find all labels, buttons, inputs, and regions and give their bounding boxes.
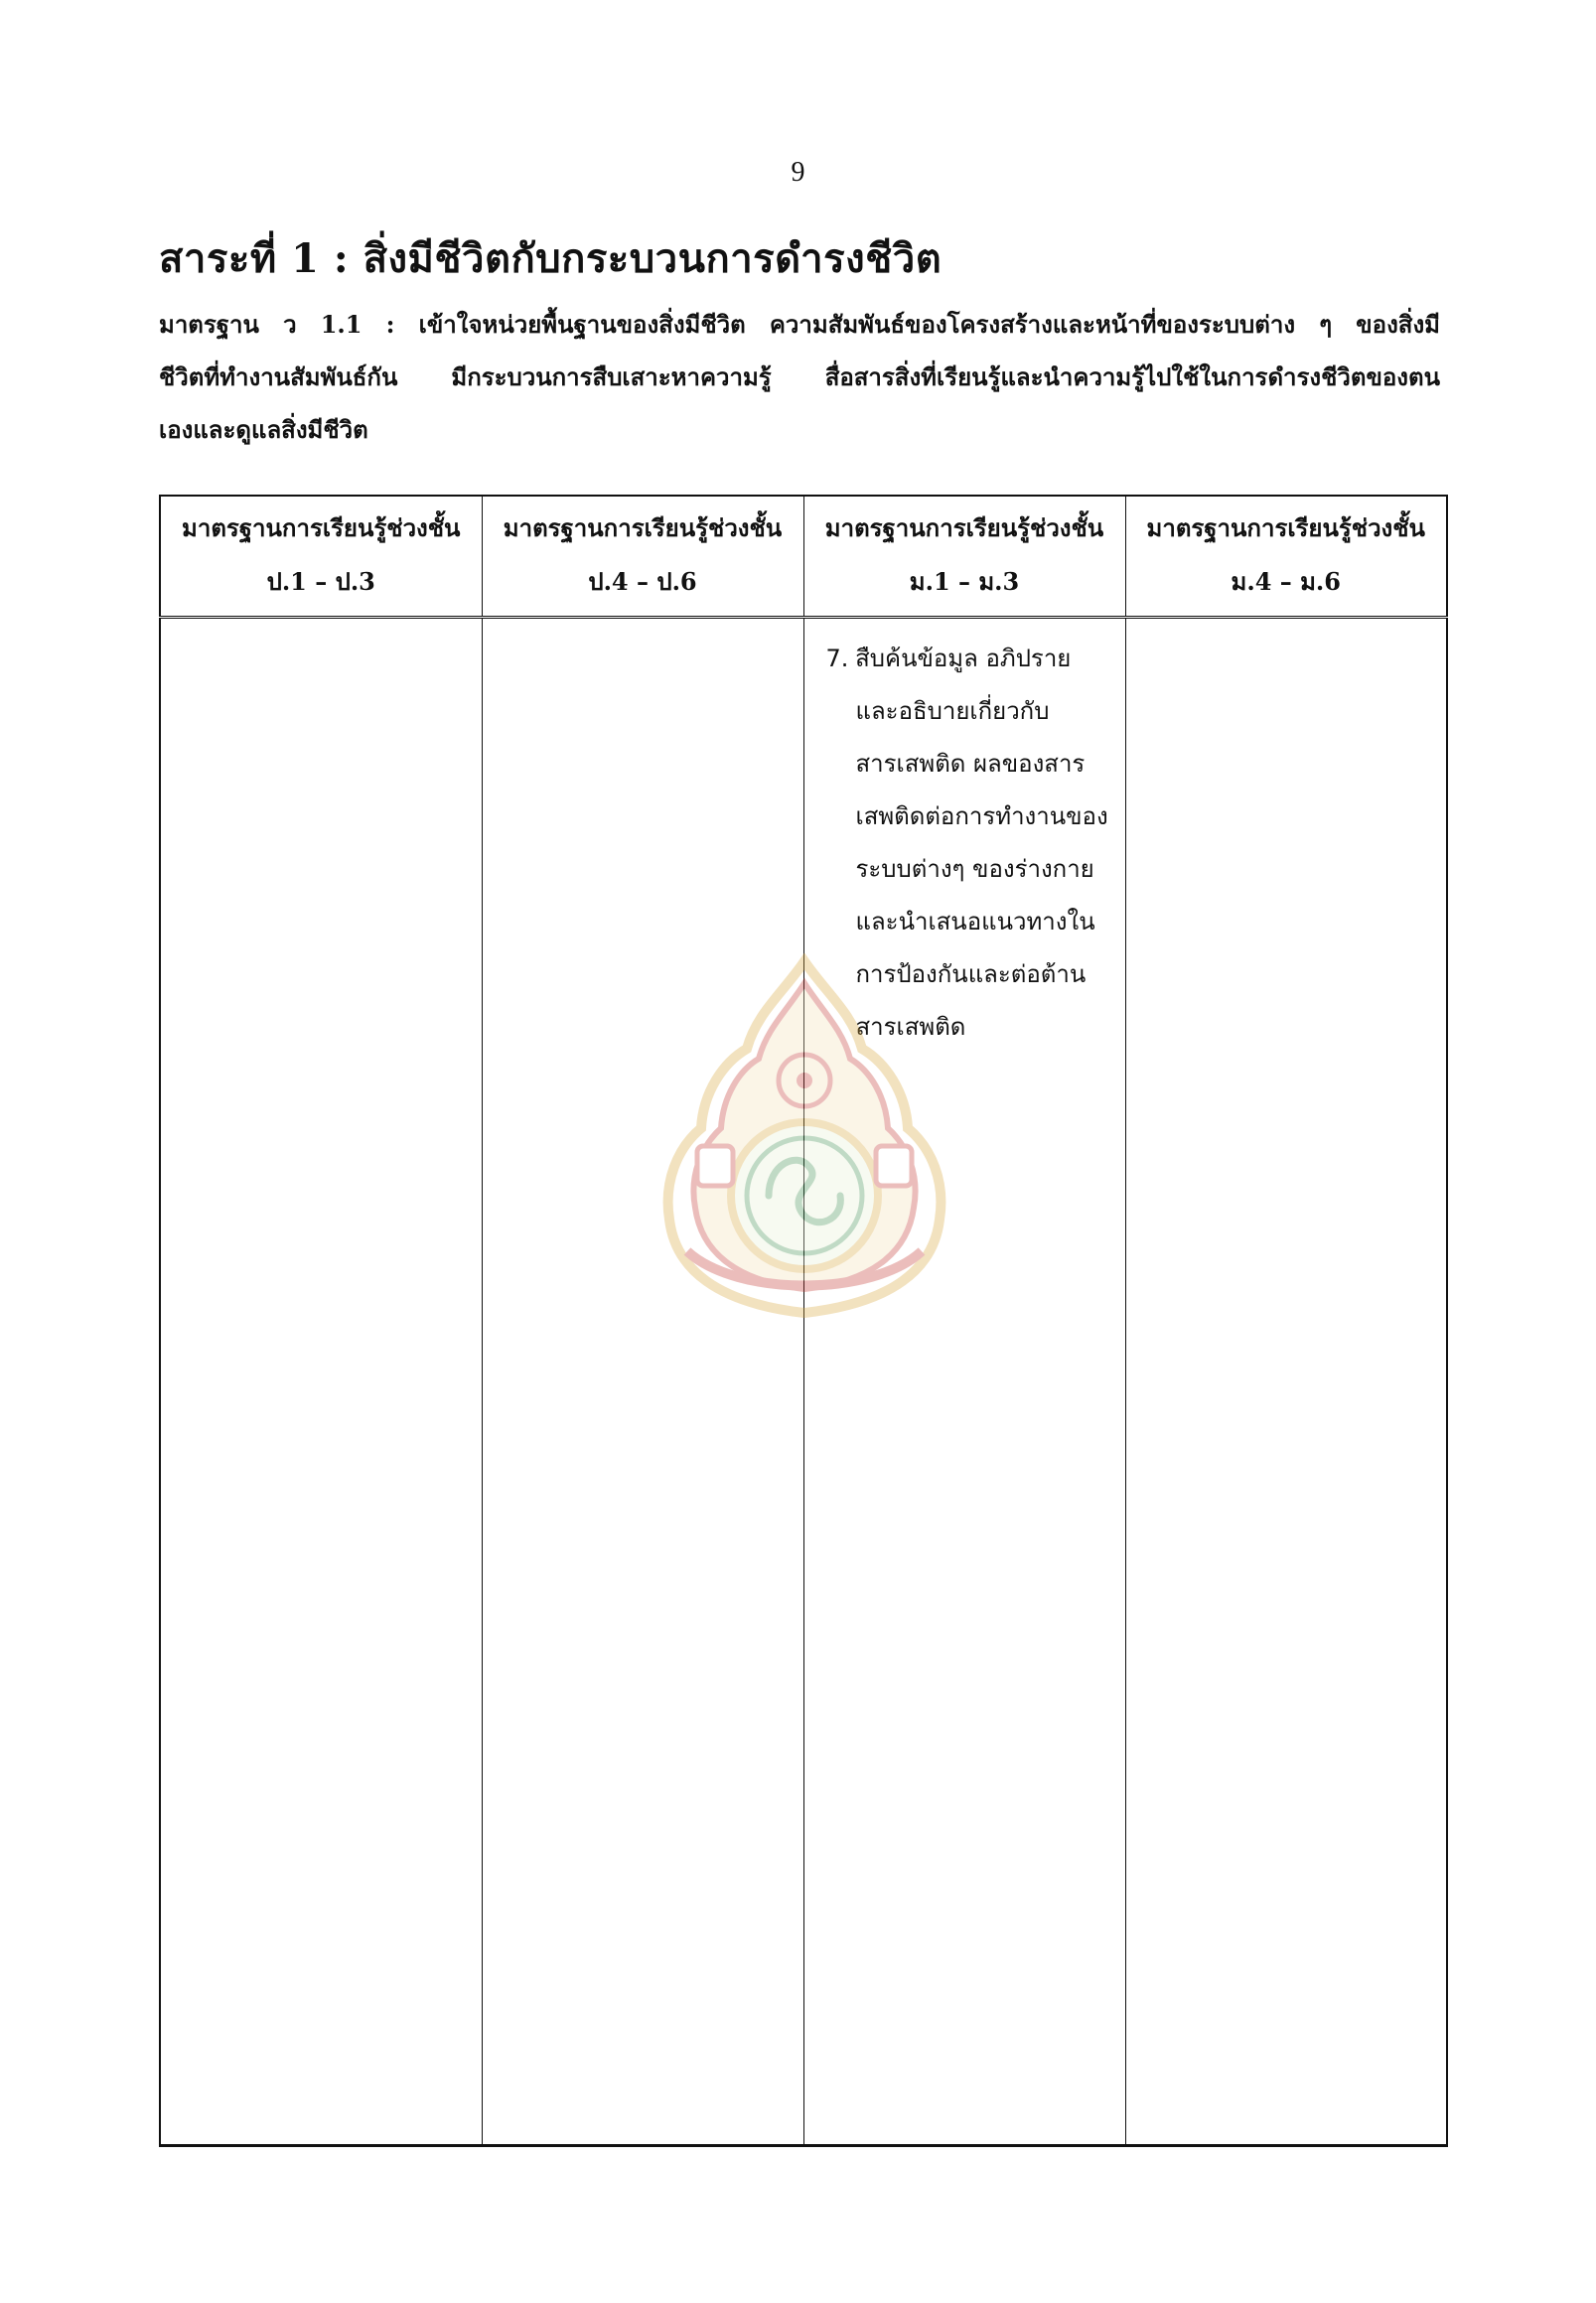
standard-line: ชีวิตที่ทำงานสัมพันธ์กัน มีกระบวนการสืบเสาะหาความรู้ สื่อสารสิ่งที่เรียนรู้และนำความรู้ไปใช้ในการดำรงชีวิตของตน [159,362,1440,391]
item-text: และนำเสนอแนวทางใน [855,908,1095,936]
column-header-title: มาตรฐานการเรียนรู้ช่วงชั้น [182,513,461,542]
standards-table-wrapper [159,495,1448,2147]
item-text: และอธิบายเกี่ยวกับ [855,697,1050,725]
table-row [160,618,1447,2146]
page-number: 9 [791,157,805,188]
learning-standard-item [804,619,1125,1054]
standard-line: มาตรฐาน ว 1.1 : เข้าใจหน่วยพื้นฐานของสิ่งมีชีวิต ความสัมพันธ์ของโครงสร้างและหน้าที่ของระบบต่าง ๆ ของสิ่งมี [159,310,1440,339]
item-text: สารเสพติด ผลของสาร [855,750,1086,778]
item-text: การป้องกันและต่อต้าน [855,960,1087,988]
column-header-p4-p6 [482,496,803,618]
item-text: เสพติดต่อการทำงานของ [855,802,1108,830]
strand-title: สาระที่ 1 : สิ่งมีชีวิตกับกระบวนการดำรงชีวิต [159,235,943,282]
column-header-title: มาตรฐานการเรียนรู้ช่วงชั้น [503,513,783,542]
column-header-level: ม.1 – ม.3 [909,567,1020,596]
standard-line: เองและดูแลสิ่งมีชีวิต [159,415,368,444]
column-header-level: ม.4 – ม.6 [1231,567,1341,596]
cell-p4-p6 [482,618,803,2146]
column-header-m4-m6 [1125,496,1447,618]
item-text: สืบค้นข้อมูล อภิปราย [855,645,1072,672]
column-header-title: มาตรฐานการเรียนรู้ช่วงชั้น [1146,513,1425,542]
column-header-level: ป.4 – ป.6 [588,567,697,596]
item-text: ระบบต่างๆ ของร่างกาย [855,855,1094,883]
item-text: สารเสพติด [855,1013,966,1041]
column-header-m1-m3 [803,496,1125,618]
item-first-line [826,633,1115,685]
item-number: 7. [825,645,849,672]
column-header-title: มาตรฐานการเรียนรู้ช่วงชั้น [824,513,1104,542]
column-header-level: ป.1 – ป.3 [266,567,375,596]
table-header-row [160,496,1447,618]
column-header-p1-p3 [160,496,482,618]
standards-table [159,495,1448,2147]
cell-m4-m6 [1125,618,1447,2146]
standard-description [159,298,1440,456]
cell-m1-m3 [803,618,1125,2146]
cell-p1-p3 [160,618,482,2146]
